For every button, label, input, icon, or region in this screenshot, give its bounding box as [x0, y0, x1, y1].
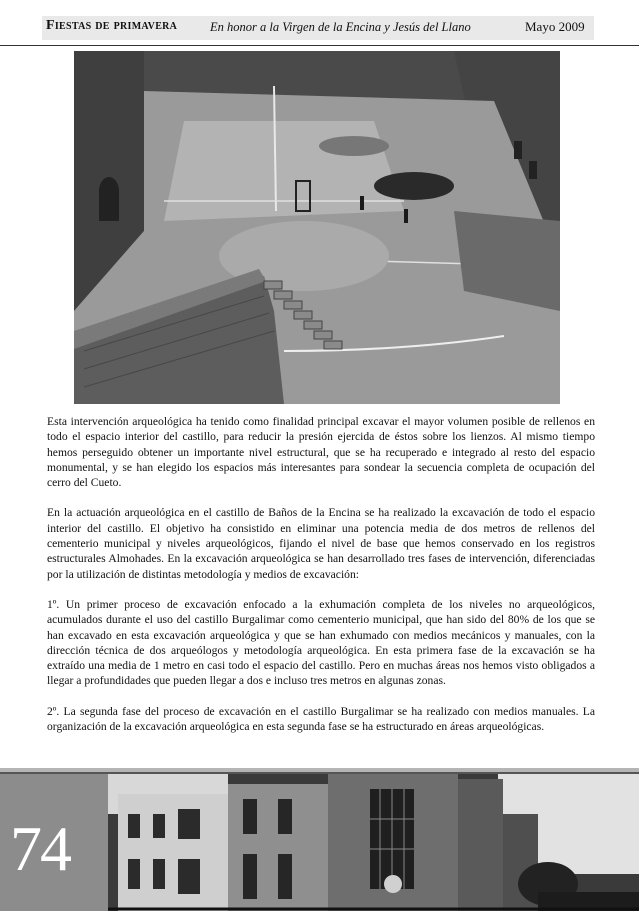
- page-header: [0, 0, 639, 46]
- town-street-photo-image: [108, 774, 639, 911]
- excavation-photo-image: [74, 51, 560, 404]
- paragraph-phase-1: 1º. Un primer proceso de excavación enfocado a la exhumación completa de los niveles no arqueológicos, acumulados durante el uso del castillo Burgalimar como cementerio municipal, que han sido del 80% de los que se han excavado en esta excavación arqueológica y que se han exhumado con medios mecánicos y manuales, con la dirección técnica de dos arqueólogos y metodología arqueológica. En esta primera fase de la excavación se ha extraído una media de 1 metro en casi todo el espacio del castillo. Pero en muchas áreas nos hemos visto obligados a llegar a profundidades que pueden llegar a dos e incluso tres metros en algunas zonas.: [47, 597, 595, 688]
- article-body: [47, 414, 595, 749]
- paragraph-actuacion: En la actuación arqueológica en el castillo de Baños de la Encina se ha realizado la excavación de todo el espacio interior del castillo. El objetivo ha consistido en eliminar una potencia media de dos metros de rellenos del cementerio municipal y niveles arqueológicos, fijando el nivel de base que hemos conservado en los registros estructurales Almohades. En la excavación arqueológica se han desarrollado tres fases de intervención, diferenciadas por la utilización de distintas metodología y medios de excavación:: [47, 506, 595, 581]
- header-date: Mayo 2009: [525, 19, 585, 34]
- paragraph-intro: Esta intervención arqueológica ha tenido como finalidad principal excavar el mayor volumen posible de rellenos en todo el espacio interior del castillo, para reducir la presión ejercida de éstos sobre los lienzos. Al mismo tiempo hemos perseguido obtener un importante nivel estructural, que se ha recuperado e integrado al resto del espacio monumental, y se han elegido los espacios más interesantes para sondear la secuencia completa de ocupación del cerro del Cueto.: [47, 415, 595, 490]
- footer-rule: [0, 768, 639, 772]
- page-number-box: [0, 774, 108, 911]
- paragraph-phase-2: 2º. La segunda fase del proceso de excavación en el castillo Burgalimar se ha realizado con medios manuales. La organización de la excavación arqueológica en esta segunda fase se ha estructurado en áreas arqueológicas.: [47, 704, 595, 734]
- header-subtitle: En honor a la Virgen de la Encina y Jesús del Llano: [210, 20, 471, 34]
- header-title: Fiestas de primavera: [46, 18, 178, 33]
- town-street-photo: [108, 774, 639, 911]
- header-rule: [0, 45, 639, 46]
- excavation-photo: [74, 51, 560, 404]
- page-number: 74: [10, 813, 70, 884]
- page-footer: [0, 768, 639, 911]
